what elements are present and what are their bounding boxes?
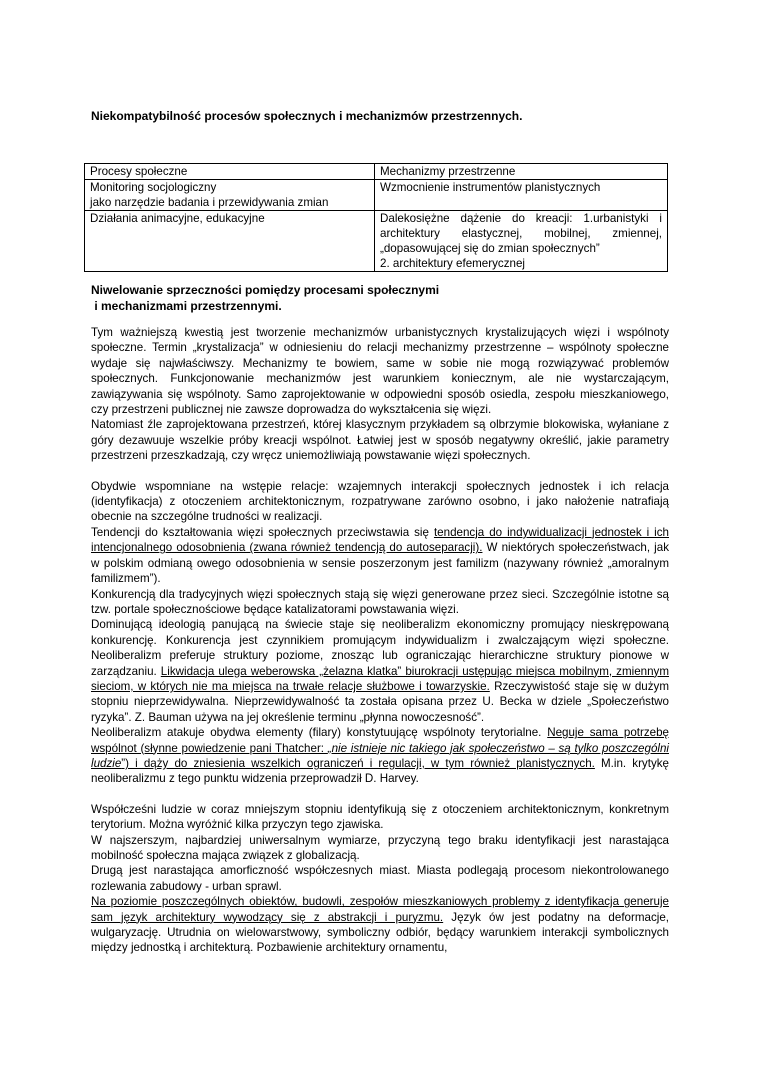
table-header-row: [85, 164, 668, 180]
body-text: [91, 325, 669, 956]
text-run: Język ów jest podatny na deformacje, wulgaryzację. Utrudnia on wielowarstwowy, symboliczny odbiór, będący warunkiem interakcji symbolicznych między jednostką i architekturą. Pozbawienie architektury ornamentu,: [91, 910, 669, 955]
heading-line: Niwelowanie sprzeczności pomiędzy procesami społecznymi: [91, 283, 440, 297]
heading-line: i mechanizmami przestrzennymi.: [91, 299, 282, 313]
paragraph: [91, 894, 669, 956]
paragraph: Natomiast źle zaprojektowana przestrzeń, której klasycznym przykładem są olbrzymie blokowiska, wyłaniane z góry dezawuuje wszelkie próby kreacji wspólnot. Łatwiej jest w sposób negatywny określić, jakie parametry przestrzeni przeszkadzają, czy wręcz uniemożliwiają powstawanie więzi społecznych.: [91, 418, 669, 463]
table-row: [85, 180, 668, 211]
paragraph: [91, 525, 669, 587]
comparison-table: [84, 163, 668, 272]
underlined-text: tendencja do indywidualizacji jednostek i ich intencjonalnego odosobnienia (zwana również tendencją do autoseparacji).: [91, 525, 670, 555]
paragraph: Obydwie wspomniane na wstępie relacje: wzajemnych interakcji społecznych jednostek i ich relacja (identyfikacja) z otoczeniem architektonicznym, rozpatrywane zarówno osobno, i jako nałożenie natrafiają obecnie na szczególne trudności w realizacji.: [91, 479, 669, 524]
header-social-processes: Procesy społeczne: [85, 164, 375, 180]
paragraph: Drugą jest narastająca amorficzność współczesnych miast. Miasta podlegają procesom niekontrolowanego rozlewania zabudowy - urban sprawl.: [91, 864, 669, 893]
cell-text: Wzmocnienie instrumentów planistycznych: [380, 181, 601, 194]
table-row: [85, 211, 668, 272]
header-spatial-mechanisms: Mechanizmy przestrzenne: [375, 164, 668, 180]
text-run: Rzeczywistość staje się w dużym stopniu nieprzewidywalna. Nieprzewidywalność ta została opisana przez U. Becka w dziele „Społeczeństwo ryzyka”. Z. Bauman używa na jej określenie terminu „płynna nowoczesność”.: [91, 679, 669, 724]
text-run: W niektórych społeczeństwach, jak w polskim odmianą owego odosobnienia w sensie poszerzonym jest familizm (nazywany również „amoralnym familizmem”).: [91, 541, 670, 586]
underlined-text: Na poziomie poszczególnych obiektów, budowli, zespołów mieszkaniowych problemy z identyfikacja generuje sam język architektury wywodzący się z abstrakcji i puryzmu.: [91, 895, 669, 924]
document-title: Niekompatybilność procesów społecznych i mechanizmów przestrzennych.: [91, 109, 523, 123]
underlined-text: ”) i dąży do zniesienia wszelkich ograniczeń i regulacji, w tym również planistycznych.: [121, 756, 595, 770]
section-heading: [91, 282, 439, 314]
table-cell: [375, 180, 668, 211]
cell-text: Dalekosiężne dążenie do kreacji: 1.urbanistyki i architektury elastycznej, mobilnej, zmiennej, „dopasowującej się do zmian społecznych”: [380, 212, 662, 255]
table-cell: [85, 180, 375, 211]
underlined-text: Likwidacja ulega weberowska „żelazna klatka” biurokracji ustępując miejsca mobilnym, zmiennym sieciom, w których nie ma miejsca na trwałe relacje służbowe i towarzyskie.: [91, 664, 669, 693]
underlined-italic-quote: „nie istnieje nic takiego jak społeczeństwo – są tylko poszczególni ludzie: [91, 741, 669, 770]
cell-text: 2. architektury efemerycznej: [380, 257, 525, 270]
paragraph: [91, 617, 669, 725]
paragraph: [91, 725, 669, 787]
cell-text: Monitoring socjologiczny: [90, 181, 217, 194]
text-run: Neoliberalizm atakuje obydwa elementy (filary) konstytuującę wspólnoty terytorialne.: [91, 726, 548, 740]
text-run: Tendencji do kształtowania więzi społecznych przeciwstawia się: [91, 525, 434, 539]
paragraph: W najszerszym, najbardziej uniwersalnym wymiarze, przyczyną tego braku identyfikacji jest narastająca mobilność społeczna mająca związek z globalizacją.: [91, 833, 669, 862]
text-run: Dominującą ideologią panującą na świecie staje się neoliberalizm ekonomiczny promujący nieskrępowaną konkurencję. Konkurencja jest czynnikiem promującym indywidualizm i zwalczającym więzi społeczne. Neoliberalizm preferuje struktury poziome, znosząc lub ograniczając hierarchiczne struktury pionowe w zarządzaniu.: [91, 618, 669, 678]
paragraph: Współcześni ludzie w coraz mniejszym stopniu identyfikują się z otoczeniem architektonicznym, konkretnym terytorium. Można wyróżnić kilka przyczyn tego zjawiska.: [91, 802, 669, 832]
cell-text: Działania animacyjne, edukacyjne: [90, 212, 265, 225]
paragraph-gap: [91, 787, 669, 802]
table-cell: [85, 211, 375, 272]
underlined-text: Neguje sama potrzebę wspólnot (słynne powiedzenie pani Thatcher:: [91, 726, 670, 755]
paragraph-gap: [91, 464, 669, 479]
cell-text: jako narzędzie badania i przewidywania zmian: [90, 196, 329, 209]
text-run: M.in. krytykę neoliberalizmu z tego punktu widzenia przeprowadził D. Harvey.: [91, 756, 669, 786]
paragraph: Tym ważniejszą kwestią jest tworzenie mechanizmów urbanistycznych krystalizujących więzi i wspólnoty społeczne. Termin „krystalizacja” w odniesieniu do relacji mechanizmy przestrzenne – wspólnoty społeczne wydaje się najwłaściwszy. Mechanizmy te bowiem, same w sobie nie mogą rozwiązywać problemów społecznych. Funkcjonowanie mechanizmów jest warunkiem koniecznym, ale nie wystarczającym, zawiązywania się wspólnoty. Samo zaprojektowanie w odpowiedni sposób osiedla, zespołu mieszkaniowego, czy przestrzeni publicznej nie zawsze doprowadza do wykształcenia się więzi.: [91, 326, 669, 417]
table-cell: [375, 211, 668, 272]
paragraph: Konkurencją dla tradycyjnych więzi społecznych stają się więzi generowane przez sieci. Szczególnie istotne są tzw. portale społecznościowe będące katalizatorami powstawania więzi.: [91, 587, 669, 616]
